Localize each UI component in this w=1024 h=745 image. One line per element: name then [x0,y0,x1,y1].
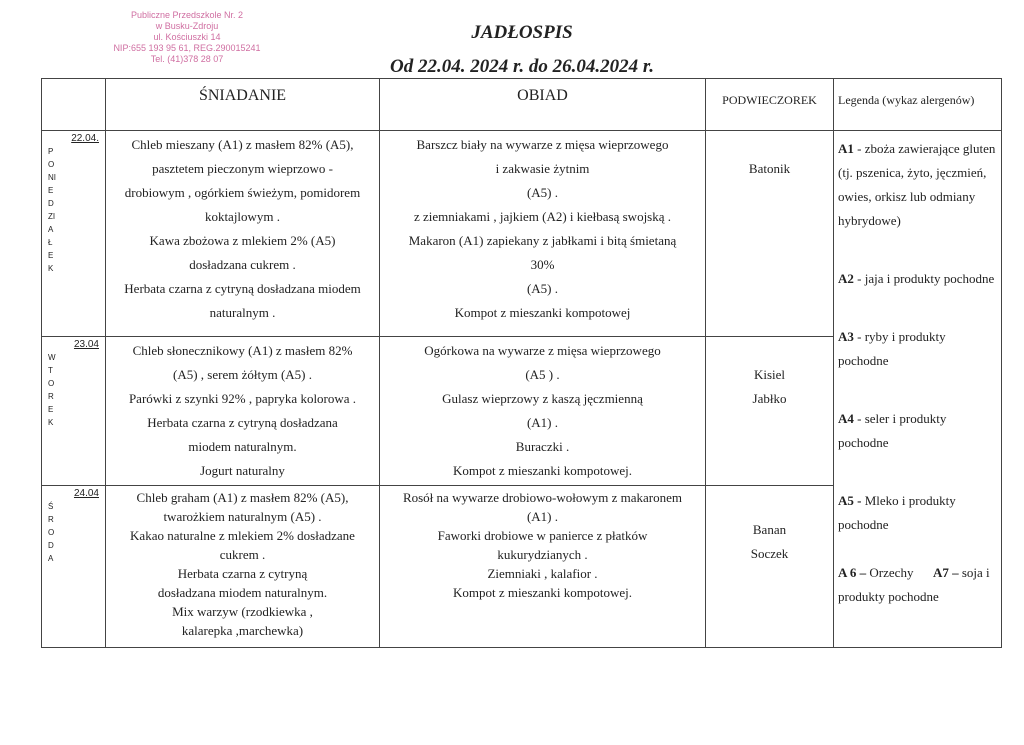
stamp-line: NIP:655 193 95 61, REG.290015241 [113,43,261,53]
page-title: JADŁOSPIS [471,22,573,43]
day-date: 22.04. [71,133,99,144]
menu-line: Mix warzyw (rzodkiewka , [172,604,313,619]
day-name: ŚRODA [48,502,55,563]
stamp-line: Publiczne Przedszkole Nr. 2 [130,10,244,20]
menu-line: pasztetem pieczonym wieprzowo - [152,161,333,176]
menu-line: Herbata czarna z cytryną dosładzana [147,415,338,430]
lunch-cell [380,131,706,337]
day-name: WTOREK [48,353,56,427]
day-label-cell [42,131,106,337]
lunch-header: OBIAD [380,79,706,131]
snack-cell [706,131,834,337]
snack-cell [706,337,834,486]
day-label-cell [42,337,106,486]
menu-line: Ogórkowa na wywarze z mięsa wieprzowego [424,343,661,358]
menu-line: Herbata czarna z cytryną dosładzana miodem [124,281,361,296]
menu-line: Jogurt naturalny [200,463,285,478]
menu-line: Makaron (A1) zapiekany z jabłkami i bitą śmietaną [408,233,677,248]
legend-a3: A3 - ryby i produkty pochodne [838,329,946,368]
menu-line: (A5) . [526,185,559,200]
snack-cell [706,486,834,648]
menu-line: Faworki drobiowe w panierce z płatków [437,528,648,543]
menu-line: (A5 ) . [525,367,560,382]
day-date: 24.04 [73,488,99,499]
corner-cell [42,79,106,131]
legend-a6-a7: A 6 – Orzechy A7 – soja i produkty pochodne [838,565,990,604]
lunch-cell [380,486,706,648]
stamp-line: w Busku-Zdroju [155,21,219,31]
menu-line: z ziemniakami , jajkiem (A2) i kiełbasą swojską . [413,209,672,224]
breakfast-header: ŚNIADANIE [106,79,380,131]
menu-line: Soczek [750,546,789,561]
menu-line: drobiowym , ogórkiem świeżym, pomidorem [124,185,361,200]
breakfast-cell [106,337,380,486]
breakfast-cell [106,131,380,337]
menu-line: Chleb mieszany (A1) z masłem 82% (A5), [131,137,354,152]
day-name: PONIEDZIAŁEK [48,147,56,273]
menu-line: Kawa zbożowa z mlekiem 2% (A5) [149,233,336,248]
stamp-line: Tel. (41)378 28 07 [150,54,224,64]
menu-line: (A5) . [526,281,559,296]
menu-line: (A1) . [526,415,559,430]
menu-line: Barszcz biały na wywarze z mięsa wieprzowego [416,137,669,152]
menu-line: Ziemniaki , kalafior . [487,566,598,581]
day-date: 23.04 [73,339,99,350]
menu-line: Kompot z mieszanki kompotowej. [452,585,633,600]
day-label-cell [42,486,106,648]
legend-a1: A1 - zboża zawierające gluten (tj. pszenica, żyto, jęczmień, owies, orkisz lub odmiany hybrydowe) [838,141,996,228]
menu-line: Kisiel [753,367,786,382]
menu-line: miodem naturalnym. [188,439,297,454]
menu-line: kukurydzianych . [497,547,588,562]
stamp-line: ul. Kościuszki 14 [153,32,221,42]
legend-a2: A2 - jaja i produkty pochodne [838,271,995,286]
lunch-cell [380,337,706,486]
legend-a4: A4 - seler i produkty pochodne [838,411,947,450]
menu-line: i zakwasie żytnim [495,161,590,176]
menu-line: dosładzana miodem naturalnym. [157,585,328,600]
legend-header: Legenda (wykaz alergenów) [834,79,1002,131]
legend-a5: A5 - Mleko i produkty pochodne [838,493,956,532]
allergen-legend [834,131,1002,648]
menu-line: Gulasz wieprzowy z kaszą jęczmienną [442,391,643,406]
menu-line: 30% [530,257,555,272]
snack-header: PODWIECZOREK [706,79,834,131]
header-row [42,79,1002,131]
menu-line: (A5) , serem żółtym (A5) . [173,367,312,382]
breakfast-cell [106,486,380,648]
menu-line: Banan [752,522,787,537]
menu-line: dosładzana cukrem . [189,257,296,272]
date-range: Od 22.04. 2024 r. do 26.04.2024 r. [390,56,654,77]
day-row [42,131,1002,337]
menu-line: Batonik [748,161,791,176]
menu-line: koktajlowym . [204,209,281,224]
menu-line: Chleb graham (A1) z masłem 82% (A5), [136,490,349,505]
menu-line: naturalnym . [209,305,276,320]
menu-line: (A1) . [526,509,559,524]
menu-line: Kakao naturalne z mlekiem 2% dosładzane [130,528,355,543]
menu-line: kalarepka ,marchewka) [181,623,304,638]
menu-line: Chleb słonecznikowy (A1) z masłem 82% [132,343,353,358]
menu-line: Buraczki . [515,439,570,454]
menu-line: Kompot z mieszanki kompotowej. [452,463,633,478]
menu-line: twarożkiem naturalnym (A5) . [163,509,322,524]
menu-table [41,78,1002,648]
menu-line: Parówki z szynki 92% , papryka kolorowa . [128,391,357,406]
menu-line: Rosół na wywarze drobiowo-wołowym z makaronem [402,490,683,505]
menu-line: Herbata czarna z cytryną [177,566,308,581]
menu-line: Kompot z mieszanki kompotowej [454,305,631,320]
menu-line: Jabłko [752,391,787,406]
menu-line: cukrem . [219,547,266,562]
